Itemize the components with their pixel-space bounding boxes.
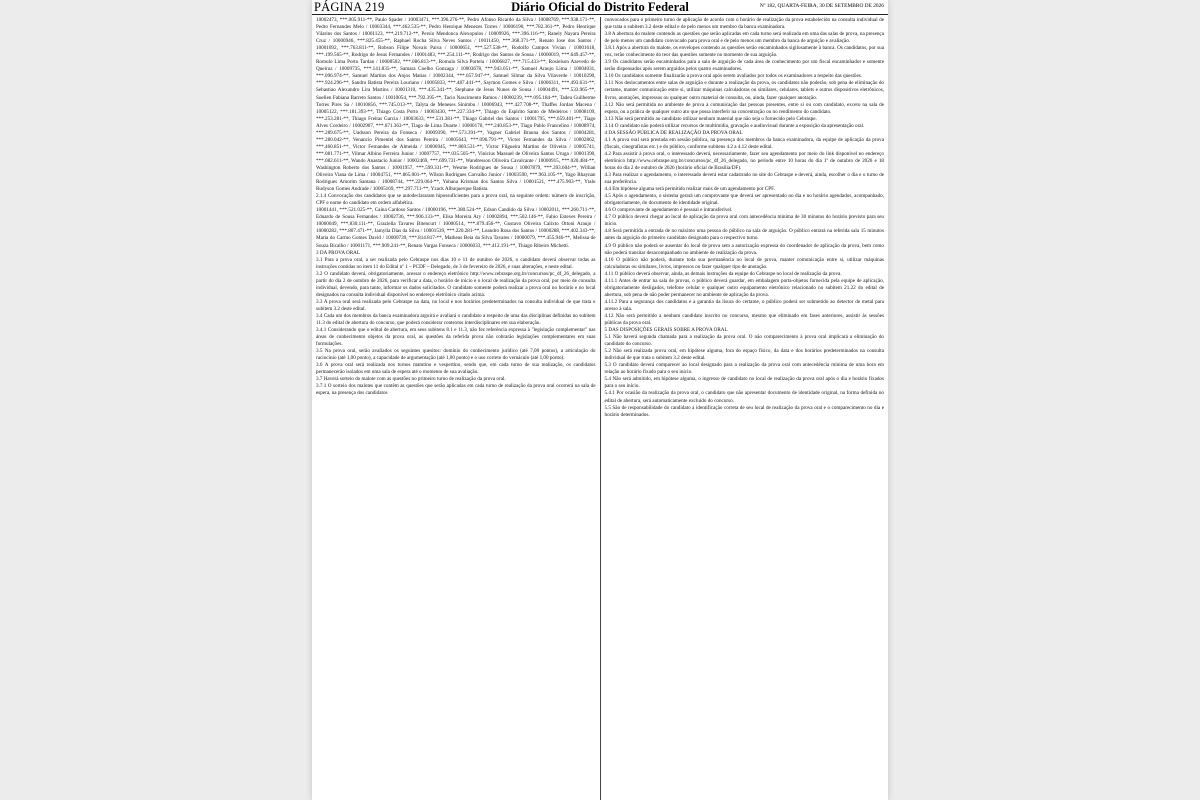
paragraph: 4.6 O comprovante de agendamento é pessoal e intransferível. [604, 207, 733, 214]
paragraph: 4.8 Será permitida a entrada de no máximo uma pessoa do público na sala de arguição. O público entrará na referida sala 15 minutos antes da arguição do primeiro candidato designado para o respectivo turno. [604, 228, 884, 242]
paragraph: 4.11.1 Antes de entrar na sala de provas, o público deverá guardar, em embalagem porta-objetos fornecida pela equipe de aplicação, obrigatoriamente desligados, telefone celular e qualquer outro equipamento eletrônico relacionado no subitem 21.22 do edital de abertura, sob pena de não poder permanecer no ambiente de aplicação da prova. [604, 277, 884, 298]
page-number: PÁGINA 219 [314, 0, 385, 14]
paragraph: 5 DAS DISPOSIÇÕES GERAIS SOBRE A PROVA ORAL [604, 327, 728, 334]
paragraph: 4.11.2 Para a segurança dos candidatos e a garantia da lisura do certame, o público poderá ser submetido ao detector de metal para acesso à sala. [604, 298, 884, 312]
paragraph: 4 DA SESSÃO PÚBLICA DE REALIZAÇÃO DA PROVA ORAL [604, 129, 743, 136]
paragraph: 3.14 O candidato não poderá utilizar recursos de multimídia, gravação e audiovisual durante a exposição da apresentação oral. [604, 122, 865, 129]
paragraph: convocados para o primeiro turno de aplicação de acordo com o horário de realização da prova estabelecido na consulta individual de que trata o subitem 3.2 deste edital e de pelo menos um membro da banca examinadora. [604, 17, 884, 31]
paragraph: 4.9 O público não poderá se ausentar do local de prova sem a autorização expressa do coordenador de aplicação da prova, bem como não poderá transitar desacompanhado no ambiente de realização da prova. [604, 242, 884, 256]
paragraph: 5.4.1 Por ocasião da realização da prova oral, o candidato que não apresentar documento de identidade original, na forma definida no edital de abertura, será automaticamente excluído do concurso. [604, 390, 884, 404]
left-column [312, 17, 601, 800]
paragraph: 3.12 Não será permitida no ambiente de prova a comunicação das pessoas presentes, entre si ou com candidato, exceto na sala de espera, ou a prática de qualquer outro ato que possa interferir na concentração ou no rendimento do candidato. [604, 101, 884, 115]
paragraph: 10001441, ***.521.025-**, Caina Cardoso Santos / 10000196, ***.380.524-**, Edson Candido da Silva / 10002011, ***.260.711-**, Eduardo de Sousa Fernandes / 10002736, ***.906.133-**, Elisa Moreira Ary / 10002894, ***.502.146-**, Fabio Esteves Pereira / 10000049, ***.830.111-**, Graziella Tavares Bitencurt / 10000514, ***.879.456-**, Gustavo Oliveira Calixto Ottoni Araujo / 10000282, ***.807.471-**, Jamylla Dias da Silva / 10001539, ***.220.281-**, Leandro Rosa dos Santos / 10000288, ***.402.343-**, Maria do Carmo Gomes David / 10000739, ***.814.817-**, Matheus Beia da Silva Tavares / 10000079, ***.455.946-**, Melissa de Souza Bicalho / 10001171, ***.909.241-**, Renato Vargas Fonseca / 10006033, ***.412.191-**, Thiago Ribeiro Michetti. [316, 207, 596, 249]
paragraph: 3.11 Nos deslocamentos entre salas de arguição e durante a realização da prova, os candidatos não poderão, sob pena de eliminação do certame, manter comunicação entre si, utilizar máquinas calculadoras ou similares, celulares, tablets e outros dispositivos eletrônicos, livros, anotações, impressos ou qualquer outro material de consulta, ou, ainda, fazer qualquer anotação. [604, 80, 884, 101]
paragraph: 4.2 Para assistir à prova oral, o interessado deverá, necessariamente, fazer seu agendamento por meio do link disponível no endereço eletrônico http://www.cebraspe.org.br/concursos/pc_df_26_delegado, no período entre 10 horas do dia 1º de outubro de 2026 e 18 horas do dia 2 de outubro de 2026 (horário oficial de Brasília/DF). [604, 150, 884, 171]
paragraph: 3.8 A abertura do malote contendo as questões que serão aplicadas em cada turno será realizada em uma das salas de prova, na presença de pelo menos um candidato convocado para prova oral e de pelo menos um membro da banca de arguição e avaliação. [604, 31, 884, 45]
paragraph: 4.12 Não será permitido a nenhum candidato inscrito no concurso, mesmo que eliminado em fases anteriores, assistir às sessões públicas da prova oral. [604, 312, 884, 327]
paragraph: 3.8.1 Após a abertura do malote, os envelopes contendo as questões serão encaminhados sigilosamente à banca. Os candidatos, por sua vez, terão conhecimento do teor das questões somente no momento de sua arguição. [604, 45, 884, 59]
right-column [601, 17, 889, 800]
paragraph: 5.3 O candidato deverá comparecer ao local designado para a realização da prova oral com antecedência mínima de uma hora em relação ao horário fixado para o seu início. [604, 362, 884, 376]
paragraph: 3.1 Para a prova oral, a ser realizada pelo Cebraspe nos dias 10 e 11 de outubro de 2026, o candidato deverá observar todas as instruções contidas no item 11 do Edital nº 1 – PCDF – Delegado, de 3 de fevereiro de 2026, e suas alterações, e neste edital. [316, 256, 596, 270]
paragraph: 5.5 São de responsabilidade do candidato a identificação correta de seu local de realização da prova oral e o comparecimento no dia e horário determinados. [604, 404, 884, 418]
paragraph: 3.7.1 O sorteio dos malotes que contêm as questões que serão aplicadas em cada turno de realização da prova oral ocorrerá na sala de espera, na presença dos candidatos [316, 383, 596, 397]
paragraph: 3.13 Não será permitido ao candidato utilizar nenhum material que não seja o fornecido pelo Cebraspe. [604, 115, 817, 122]
paragraph: 3.4 Cada um dos membros da banca examinadora arguirá e avaliará o candidato a respeito de uma das disciplinas definidas no subitem 11.3 do edital de abertura do concurso, que poderá considerar contextos interdisciplinares em sua elaboração. [316, 312, 596, 327]
text-columns [312, 17, 888, 800]
issue-info: Nº 182, QUARTA-FEIRA, 30 DE SETEMBRO DE 2026 [759, 3, 884, 9]
paragraph: 4.4 Em hipótese alguma será permitido realizar mais de um agendamento por CPF. [604, 186, 775, 193]
paragraph: 3.5 Na prova oral, serão avaliados os seguintes quesitos: domínio do conhecimento jurídico (até 7,00 pontos), a articulação do raciocínio (até 1,00 ponto), a capacidade de argumentação (até 1,00 ponto) e o uso correto do vernáculo (até 1,00 ponto). [316, 348, 596, 362]
paragraph: 3.2 O candidato deverá, obrigatoriamente, acessar o endereço eletrônico http://www.cebraspe.org.br/concursos/pc_df_26_delegado, a partir do dia 2 de outubro de 2026, para verificar a data, o horário de início e o local de realização da prova oral, por meio de consulta individual, devendo, para tanto, informar os dados solicitados. O candidato somente poderá realizar a prova oral no horário e no local designados na consulta individual disponível no endereço eletrônico citado acima. [316, 270, 596, 298]
paragraph: 4.5 Após o agendamento, o sistema gerará um comprovante que deverá ser apresentado no dia e no horário agendados, acompanhado, obrigatoriamente, do documento de identidade original. [604, 193, 884, 207]
paragraph: 4.1 A prova oral será prestada em sessão pública, na presença dos membros da banca examinadora, da equipe de aplicação da prova (fiscais, cinegrafistas etc.) e do público, conforme subitens 4.2 a 4.12 deste edital. [604, 136, 884, 150]
paragraph: 3 DA PROVA ORAL [316, 249, 361, 256]
paragraph: 3.3 A prova oral será realizada pelo Cebraspe na data, no local e nos horários predeterminados na consulta individual de que trata o subitem 3.2 deste edital. [316, 298, 596, 312]
paragraph: 2.1.4 Convocação dos candidatos que se autodeclararam hipossuficientes para a prova oral, na seguinte ordem: número de inscrição, CPF e nome do candidato em ordem alfabética. [316, 193, 596, 207]
paragraph: 3.6 A prova oral será realizada nos turnos matutino e vespertino, sendo que, em cada turno de sua realização, os candidatos permanecerão isolados em uma sala de espera até o momento de sua avaliação. [316, 362, 596, 376]
journal-title: Diário Oficial do Distrito Federal [511, 0, 689, 14]
paragraph: 3.4.1 Considerando que o edital de abertura, em seus subitens 8.1 e 11.3, não fez referência expressa à "legislação complementar" nas áreas de conhecimento objetos da prova oral, as questões da referida prova não cobrarão legislações complementares em suas formulações. [316, 327, 596, 348]
paragraph: 4.7 O público deverá chegar ao local de aplicação da prova oral com antecedência mínima de 30 minutos do horário previsto para seu início. [604, 214, 884, 228]
paragraph: 5.4 Não será admitido, em hipótese alguma, o ingresso de candidato no local de realização da prova oral após o dia e horário fixados para o seu início. [604, 376, 884, 390]
paragraph: 5.1 Não haverá segunda chamada para a realização da prova oral. O não comparecimento à prova oral implicará a eliminação do candidato do concurso. [604, 334, 884, 348]
paragraph: 5.2 Não será realizada prova oral, em hipótese alguma, fora do espaço físico, da data e dos horários predeterminados na consulta individual de que trata o subitem 3.2 deste edital. [604, 348, 884, 362]
paragraph: 4.11 O público deverá observar, ainda, as demais instruções da equipe do Cebraspe no local de realização da prova. [604, 270, 842, 277]
paragraph: 3.10 Os candidatos somente finalizarão a prova oral após serem avaliados por todos os examinadores a respeito das questões. [604, 73, 863, 80]
paragraph: 4.10 O público não poderá, durante toda sua permanência no local de prova, manter comunicação entre si, utilizar máquinas calculadoras ou similares, livros, impressos ou fazer qualquer tipo de anotação. [604, 256, 884, 270]
paragraph: 10002473, ***.005.911-**, Paulo Spader / 10003471, ***.396.276-**, Pedro Afonso Ricardo da Silva / 10008769, ***.938.171-**, Pedro Fernandes Melo / 10003344, ***.462.535-**, Pedro Henrique Menezes Torres / 10006190, ***.782.361-**, Pedro Henrique Vilarins dos Santos / 10001123, ***.219.712-**, Persio Mendonca Alexopulos / 10009926, ***.396.116-**, Ranely Nayara Pereira Cruz / 10000946, ***.825.455-**, Raphael Rocha Silva Neves Santos / 10011450, ***.368.371-**, Renato Jose dos Santos / 10001692, ***.763.811-**, Robson Filipe Novais Paiva / 10000651, ***.527.538-**, Rodolfo Campos Vivian / 10001618, ***.199.565-**, Rodrigo de Jesus Fernandes / 10001483, ***.254.111-**, Rodrigo dos Santos de Sousa / 10000019, ***.649.457-**, Romulo Lima Porto Tardan / 10008502, ***.086.813-**, Romulo Silva Portela / 10006827, ***.715.433-**, Rosielson Azevedo de Queiroz / 10009735, ***.141.835-**, Samara Coelho Gonzaga / 10003678, ***.943.051-**, Samuel Araujo Lima / 10004031, ***.096.974-**, Samuel Martins dos Anjos Matias / 10002344, ***.057.947-**, Samuel Silmar da Silva Vilaverde / 10010290, ***.924.296-**, Sandro Batista Pereira Louriano / 10005833, ***.487.441-**, Saymon Gomes e Silva / 10006311, ***.493.631-**, Sebastiao Alexandro Lira Martins / 10001310, ***.435.341-**, Stephane de Jesus Nunes de Sousa / 10004491, ***.533.965-**, Suellen Fabiana Barreto Santos / 10010054, ***.792.395-**, Tacio Nascimento Ramos / 10000239, ***.095.184-**, Tadeu Guilherme Torres Pires Sa / 10010856, ***.745.013-**, Talyta de Meneses Sinimbu / 10006943, ***.427.708-**, Thaffes Jordao Macena / 10005122, ***.181.393-**, Thiago Costa Porto / 10003430, ***.227.334-**, Thiago do Espirito Santo de Medeiros / 10008109, ***.253.281-**, Thiago Freitas Garcia / 10003633, ***.531.381-**, Thiago Gabriel dos Santos / 10001795, ***.659.401-**, Tiago Alves Cordeiro / 10002907, ***.671.363-**, Tiago de Lima Duarte / 10000170, ***.240.853-**, Tiago Pablo Francelino / 10008974, ***.289.675-**, Uadsson Pereira da Fonseca / 10009390, ***.573.391-**, Vagner Gabriel Brauna dos Santos / 10004281, ***.280.042-**, Venancio Pimentel dos Santos Pereira / 10005643, ***.096.791-**, Victor Fernandes da Silva / 10002862, ***.460.851-**, Victor Fernandes de Almeida / 10006945, ***.869.531-**, Victor Filgueira Martins de Oliveira / 10005741, ***.081.771-**, Vilmar Albino Ferreira Junior / 10007757, ***.035.505-**, Vinicius Massuel de Oliveira Santos Uruga / 10001390, ***.082.611-**, Wando Anastacio Junior / 10002469, ***.699.731-**, Wandresson Oliveira Cavalcante / 10000915, ***.020.484-**, Washington Roberto dos Santos / 10001957, ***.599.331-**, Wesme Rodrigues de Sousa / 10007879, ***.393.604-**, Willian Oliveira Viana de Lima / 10004751, ***.865.001-**, Wilson Rodrigues Carvalho Junior / 10003590, ***.963.105-**, Yago Rhaynan Rodrigues Amorim Santana / 10008744, ***.229.064-**, Yohana Kristnan dos Santos Silva / 10001521, ***.475.903-**, Ytalo Rudyson Gomes Andrade / 10005169, ***.297.711-**, Yzack Albuquerque Batista. [316, 17, 596, 193]
paragraph: 4.3 Para realizar o agendamento, o interessado deverá estar cadastrado no site do Cebraspe e deverá, ainda, escolher o dia e o turno de sua preferência. [604, 172, 884, 186]
paragraph: 3.9 Os candidatos serão encaminhados para a sala de arguição de cada área de conhecimento por um fiscal encaminhador e somente serão dispensados após serem arguidos pelos quatro examinadores. [604, 59, 884, 73]
page-header [312, 0, 888, 15]
paragraph: 3.7 Haverá sorteio do malote com as questões no primeiro turno de realização da prova oral. [316, 376, 506, 383]
document-page [312, 0, 888, 800]
